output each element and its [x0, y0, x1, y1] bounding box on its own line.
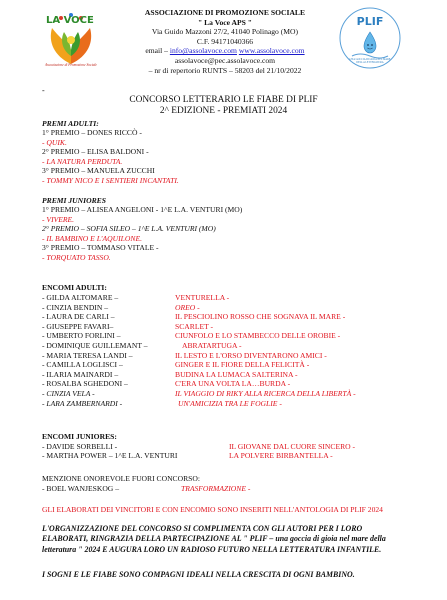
email-label: email –	[145, 46, 170, 56]
premi-juniores-heading: PREMI JUNIORES	[42, 196, 106, 205]
encomio-work: CIUNFOLO E LO STAMBECCO DELLE OROBIE -	[175, 331, 341, 341]
encomio-name: - UMBERTO FORLINI –	[42, 331, 121, 341]
encomio-name: - CINZIA BENDIN –	[42, 302, 109, 312]
pec-address: assolavoce@pec.assolavoce.com	[174, 55, 276, 65]
assoc-cf: C.F. 94171040366	[196, 36, 254, 46]
encomio-work: BUDINA LA LUMACA SALTERINA -	[175, 369, 298, 379]
premi-adulti-heading: PREMI ADULTI:	[42, 119, 99, 128]
encomio-name: - LAURA DE CARLI –	[42, 312, 115, 322]
encomio-junior-name: - DAVIDE SORBELLI -	[42, 441, 118, 451]
juniores-work-2: - IL BAMBINO E L'AQUILONE.	[42, 233, 142, 243]
encomio-work: VENTURELLA -	[175, 293, 230, 302]
assoc-name: ASSOCIAZIONE DI PROMOZIONE SOCIALE	[144, 8, 306, 17]
encomi-adulti-heading: ENCOMI ADULTI:	[42, 283, 107, 292]
assoc-address: Via Guido Mazzoni 27/2, 41040 Polinago (MO)	[151, 27, 299, 37]
encomi-juniores-heading: ENCOMI JUNIORES:	[42, 432, 117, 441]
juniores-place-3: 3° PREMIO – TOMMASO VITALE -	[42, 243, 159, 252]
assoc-sub: " La Voce APS "	[197, 17, 252, 27]
encomio-name: - ILARIA MAINARDI –	[42, 369, 119, 379]
adulti-work-2: - LA NATURA PERDUTA.	[42, 156, 123, 166]
encomio-name: - DOMINIQUE GUILLEMANT –	[42, 341, 148, 350]
encomio-name: - GIUSEPPE FAVARI–	[42, 321, 114, 331]
closing-message: L'ORGANIZZAZIONE DEL CONCORSO SI COMPLIMENTA CON GLI AUTORI PER I LORO ELABORATI, RINGRAZIA DELLA PARTECIPAZIONE AL " PLIF – una goccia di gioia nel mare della letteratura " 2024 E AUGURA LORO UN RADIOSO FUTURO NELLA LETTERATURA INFANTILE.	[42, 524, 386, 554]
closing-message-2: I SOGNI E LE FIABE SONO COMPAGNI IDEALI NELLA CRESCITA DI OGNI BAMBINO.	[42, 570, 355, 579]
adulti-place-1: 1° PREMIO – DONES RICCÒ -	[42, 128, 142, 137]
contest-edition: 2^ EDIZIONE - PREMIATI 2024	[159, 106, 288, 116]
la-voce-logo	[40, 6, 102, 68]
encomio-junior-name: - MARTHA POWER – 1^E L.A. VENTURI	[42, 451, 178, 460]
juniores-work-3: - TORQUATO TASSO.	[42, 252, 111, 262]
encomio-work: IL LESTO E L'ORSO DIVENTARONO AMICI -	[175, 350, 327, 360]
assoc-contacts	[100, 46, 350, 56]
encomio-work: ABRATARTUGA -	[182, 341, 242, 350]
juniores-place-2: 2° PREMIO – SOFIA SILEO – 1^E L.A. VENTURI (MO)	[42, 224, 216, 233]
menzione-heading: MENZIONE ONOREVOLE FUORI CONCORSO:	[42, 474, 200, 483]
association-header	[100, 8, 350, 75]
website-link[interactable]: www.assolavoce.com	[238, 46, 305, 56]
la-voce-logo-text: LA VOCE	[46, 15, 94, 26]
encomio-work: UN'AMICIZIA TRA LE FOGLIE -	[178, 398, 282, 408]
encomio-name: - CINZIA VELA -	[42, 389, 95, 398]
menzione-work: TRASFORMAZIONE -	[181, 484, 251, 493]
plif-logo-text: PLIF	[356, 15, 384, 28]
plif-logo	[338, 6, 402, 70]
encomio-work: IL VIAGGIO DI RIKY ALLA RICERCA DELLA LIBERTÀ -	[175, 389, 356, 398]
encomio-name: - MARIA TERESA LANDI –	[42, 350, 133, 360]
encomio-name: - GILDA ALTOMARE –	[42, 293, 119, 302]
title-dash: -	[42, 86, 45, 95]
adulti-place-3: 3° PREMIO – MANUELA ZUCCHI	[42, 166, 155, 175]
adulti-work-3: - TOMMY NICO E I SENTIERI INCANTATI.	[42, 175, 179, 185]
encomio-work: IL PESCIOLINO ROSSO CHE SOGNAVA IL MARE -	[175, 312, 346, 322]
anthology-note: GLI ELABORATI DEI VINCITORI E CON ENCOMIO SONO INSERITI NELL'ANTOLOGIA DI PLIF 2024	[42, 505, 383, 514]
adulti-place-2: 2° PREMIO – ELISA BALDONI -	[42, 147, 149, 156]
contest-title: CONCORSO LETTERARIO LE FIABE DI PLIF	[129, 95, 318, 105]
encomio-junior-work: IL GIOVANE DAL CUORE SINCERO -	[229, 441, 356, 451]
runts-number: – nr di repertorio RUNTS – 58203 del 21/10/2022	[148, 65, 302, 75]
plif-logo-caption: UNA GOCCIA DI GIOIA NEL MARE DELLA LETTERATURA	[349, 58, 391, 64]
juniores-place-1: 1° PREMIO – ALISEA ANGELONI - 1^E L.A. VENTURI (MO)	[42, 205, 243, 214]
la-voce-logo-caption: Associazione di Promozione Sociale	[44, 63, 98, 67]
encomio-name: - ROSALBA SGHEDONI –	[42, 379, 128, 389]
encomio-work: OREO -	[175, 302, 200, 312]
encomio-work: SCARLET -	[175, 321, 214, 331]
menzione-name: - BOEL WANJESKOG –	[42, 484, 119, 493]
adulti-work-1: - QUIK.	[42, 137, 67, 147]
email-link[interactable]: info@assolavoce.com	[169, 46, 237, 56]
encomio-junior-work: LA POLVERE BIRBANTELLA -	[229, 451, 333, 460]
juniores-work-1: - VIVERE.	[42, 214, 75, 224]
encomio-work: GINGER E IL FIORE DELLA FELICITÀ -	[175, 360, 310, 370]
encomio-name: - LARA ZAMBERNARDI -	[42, 398, 123, 408]
encomio-name: - CAMILLA LOGLISCI –	[42, 360, 123, 370]
encomio-work: C'ERA UNA VOLTA LA…BURDA -	[175, 379, 291, 389]
